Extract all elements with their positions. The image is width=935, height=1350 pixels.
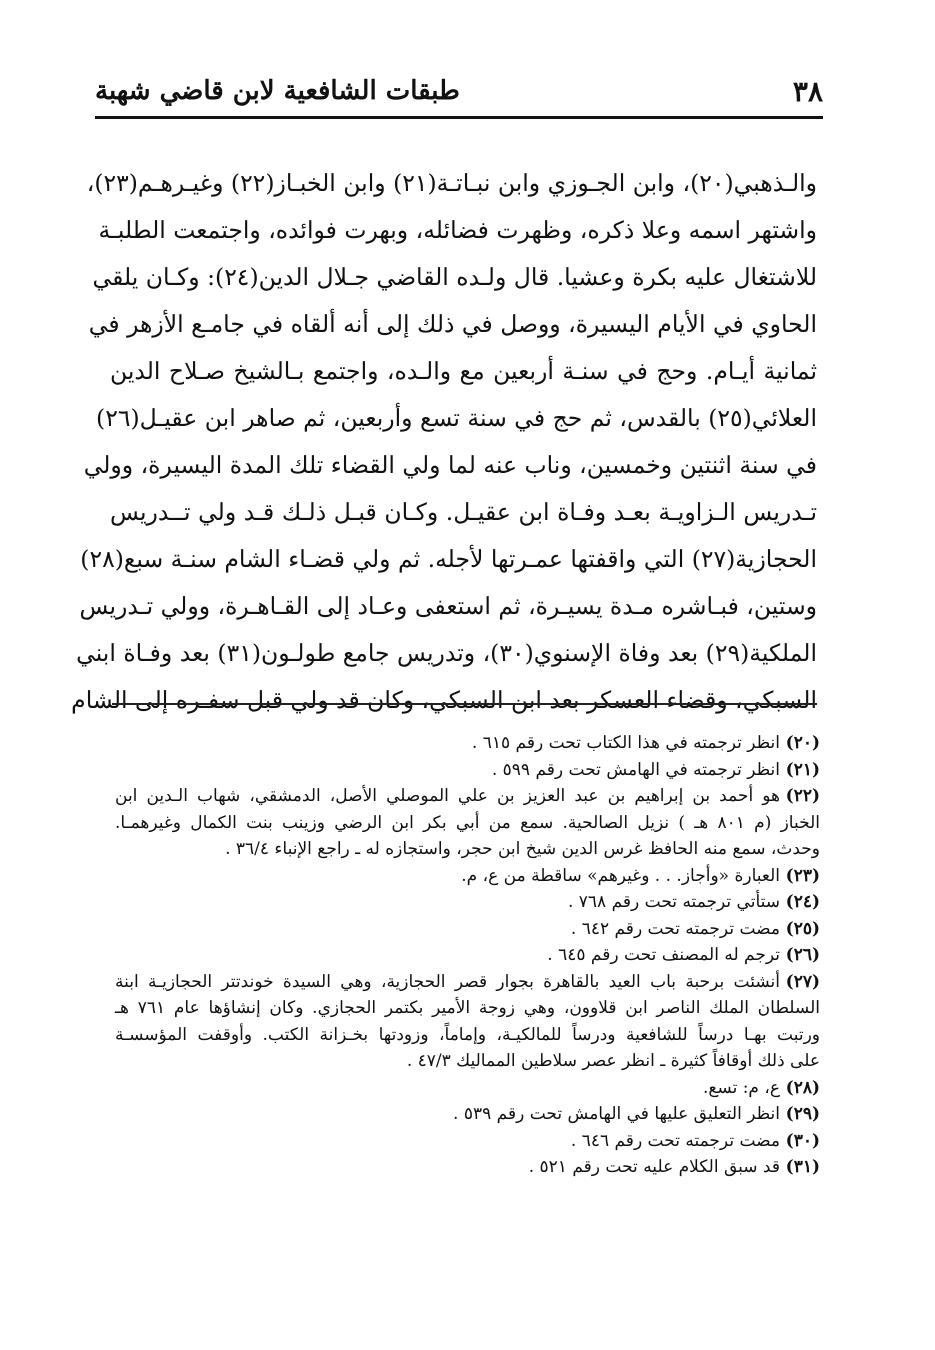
footnote-number: (٣١) xyxy=(785,1157,820,1177)
footnote-separator xyxy=(112,703,817,705)
footnote-line xyxy=(115,1022,820,1049)
footnote-number: (٢٢) xyxy=(785,786,820,806)
footnote-line xyxy=(115,836,820,863)
page-header xyxy=(95,66,823,119)
page-number: ٣٨ xyxy=(792,74,823,108)
footnote-text: ع، م: تسع. xyxy=(702,1077,780,1098)
footnote-line xyxy=(115,1154,820,1181)
footnote-line xyxy=(115,995,820,1022)
footnote-number: (٢٤) xyxy=(785,892,820,912)
footnote-text: أنشئت برحبة باب العيد بالقاهرة بجوار قصر الحجازية، وهي السيدة خوندتتر الحجازيـة ابنة xyxy=(115,971,780,992)
footnote-text: انظر ترجمته في الهامش تحت رقم ٥٩٩ . xyxy=(491,759,780,780)
body-line: والـذهبي(٢٠)، وابن الجـوزي وابن نبـاتـة(٢١) وابن الخبـاز(٢٢) وغيـرهـم(٢٣)، xyxy=(86,169,817,197)
footnote-text: قد سبق الكلام عليه تحت رقم ٥٢١ . xyxy=(528,1157,780,1177)
footnote-number: (٢٧) xyxy=(785,971,820,992)
footnote-line xyxy=(115,1128,820,1155)
footnote-text: السلطان الملك الناصر ابن قلاوون، وهي زوجة الأمير بكتمر الحجازي. وكان إنشاؤها عام ٧٦١ هـ xyxy=(115,998,820,1018)
footnote-number: (٢٥) xyxy=(785,918,820,939)
footnote-number: (٢٨) xyxy=(785,1077,820,1098)
footnote-line xyxy=(115,889,820,916)
footnote-text: انظر التعليق عليها في الهامش تحت رقم ٥٣٩ . xyxy=(453,1104,780,1124)
body-line: ثمانية أيـام. وحج في سنـة أربعين مع والـده، واجتمع بـالشيخ صـلاح الدين xyxy=(110,357,817,385)
footnote-text: ترجم له المصنف تحت رقم ٦٤٥ . xyxy=(547,945,780,965)
footnote-line xyxy=(115,1101,820,1128)
body-line: وستين، فبـاشره مـدة يسيـرة، ثم استعفى وعـاد إلى القـاهـرة، وولي تـدريس xyxy=(79,592,817,620)
footnote-line xyxy=(115,942,820,969)
footnote-line xyxy=(115,783,820,810)
body-line: للاشتغال عليه بكرة وعشيا. قال ولـده القاضي جـلال الدين(٢٤): وكـان يلقي xyxy=(92,263,817,291)
footnote-number: (٢١) xyxy=(785,759,820,780)
footnote-number: (٢٠) xyxy=(785,733,820,753)
footnote-line xyxy=(115,730,820,757)
footnote-text: العبارة «وأجاز. . . وغيرهم» ساقطة من ع، م. xyxy=(461,865,780,886)
body-line: الحجازية(٢٧) التي واقفتها عمـرتها لأجله. ثم ولي قضـاء الشام سنـة سبع(٢٨) xyxy=(80,545,817,573)
footnotes xyxy=(115,730,820,1181)
footnote-text: ستأتي ترجمته تحت رقم ٧٦٨ . xyxy=(567,892,780,912)
body-line: السبكي، وقضاء العسكر بعد ابن السبكي، وكان قد ولي قبل سفـره إلى الشام xyxy=(71,686,817,714)
running-title: طبقات الشافعية لابن قاضي شهبة xyxy=(95,76,460,106)
body-line: العلائي(٢٥) بالقدس، ثم حج في سنة تسع وأربعين، ثم صاهر ابن عقيـل(٢٦) xyxy=(96,404,817,432)
footnote-line xyxy=(115,916,820,943)
footnote-line xyxy=(115,757,820,784)
footnote-line xyxy=(115,1048,820,1075)
footnote-text: الخباز (م ٨٠١ هـ ) نزيل الصالحية. سمع من أبي بكر ابن الرضي وزينب بنت الكمال وغيرهمـا. xyxy=(115,812,820,833)
footnote-text: مضت ترجمته تحت رقم ٦٤٦ . xyxy=(570,1130,780,1151)
body-line: تـدريس الـزاويـة بعـد وفـاة ابن عقيـل. وكـان قبـل ذلـك قـد ولي تــدريس xyxy=(110,498,817,526)
footnote-text: هو أحمد بن إبراهيم بن عبد العزيز بن علي الموصلي الأصل، الدمشقي، شهاب الـدين ابن xyxy=(115,786,780,806)
body-line: الملكية(٢٩) بعد وفاة الإسنوي(٣٠)، وتدريس جامع طولـون(٣١) بعد وفـاة ابني xyxy=(76,639,817,667)
footnote-text: ورتبت بهـا درساً للشافعية ودرساً للمالكيـة، وإماماً، وزودتها بخـزانة الكتب. وأوقفت المؤسسـة xyxy=(115,1024,820,1045)
body-line: في سنة اثنتين وخمسين، وناب عنه لما ولي القضاء تلك المدة اليسيرة، وولي xyxy=(83,451,817,479)
footnote-text: وحدث، سمع منه الحافظ غرس الدين شيخ ابن حجر، واستجازه له ـ راجع الإنباء ٣٦/٤ . xyxy=(225,839,820,859)
footnote-text: انظر ترجمته في هذا الكتاب تحت رقم ٦١٥ . xyxy=(471,733,780,753)
footnote-number: (٣٠) xyxy=(785,1130,820,1151)
body-text xyxy=(71,160,817,724)
footnote-line xyxy=(115,863,820,890)
footnote-line xyxy=(115,969,820,996)
footnote-number: (٢٦) xyxy=(785,945,820,965)
footnote-text: مضت ترجمته تحت رقم ٦٤٢ . xyxy=(570,918,780,939)
footnote-number: (٢٩) xyxy=(785,1104,820,1124)
footnote-line xyxy=(115,1075,820,1102)
footnote-text: على ذلك أوقافاً كثيرة ـ انظر عصر سلاطين المماليك ٤٧/٣ . xyxy=(406,1051,820,1071)
footnote-line xyxy=(115,810,820,837)
footnote-number: (٢٣) xyxy=(785,865,820,886)
body-line: واشتهر اسمه وعلا ذكره، وظهرت فضائله، وبهرت فوائده، واجتمعت الطلبـة xyxy=(98,216,817,244)
body-line: الحاوي في الأيام اليسيرة، ووصل في ذلك إلى أنه ألقاه في جامـع الأزهر في xyxy=(88,310,817,338)
